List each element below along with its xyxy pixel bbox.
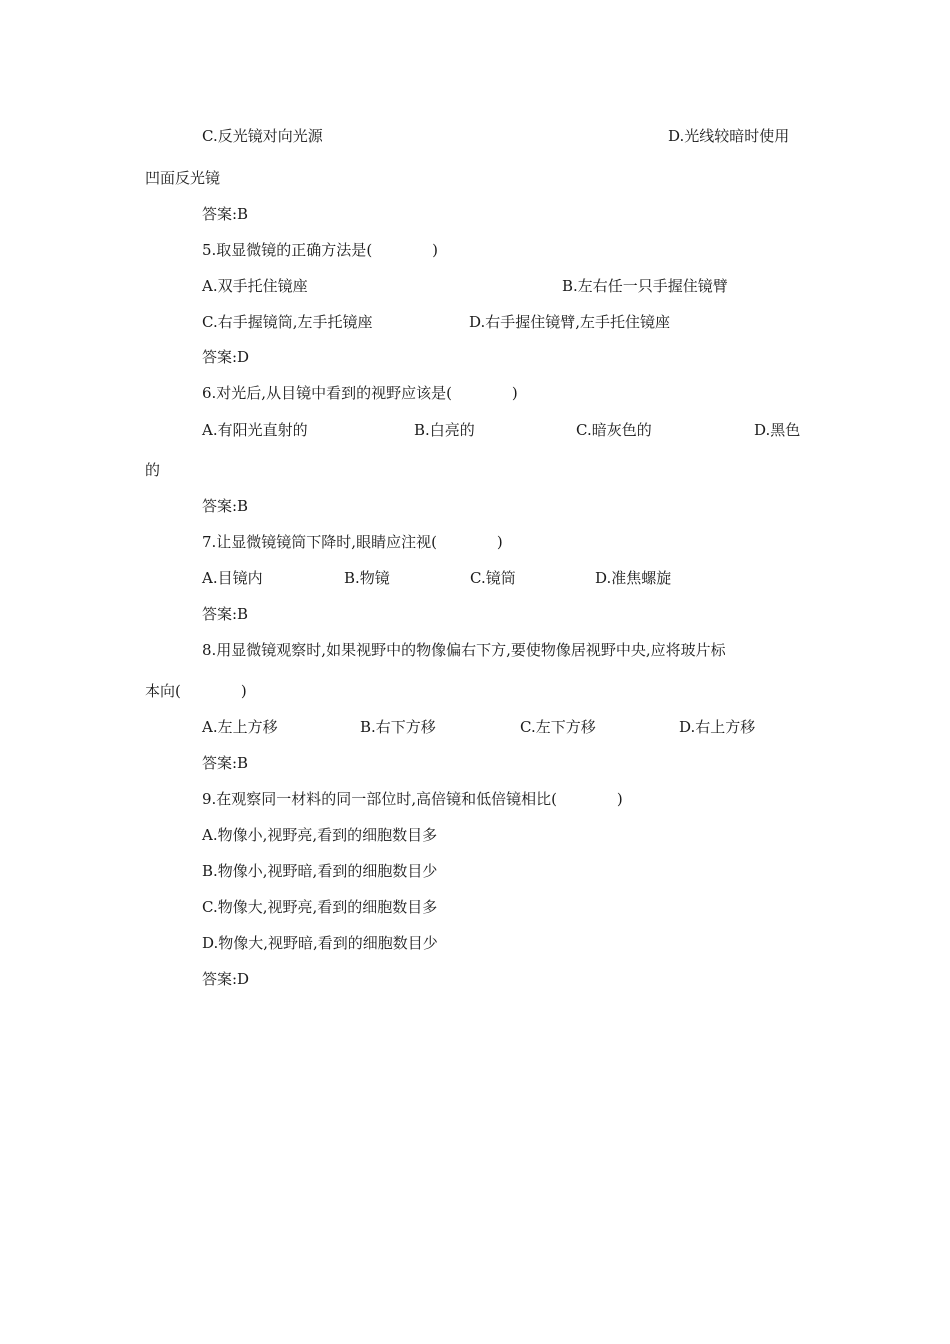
q5-answer: 答案:D bbox=[202, 348, 250, 366]
q7-option-a: A.目镜内 bbox=[202, 569, 263, 587]
q7-option-b: B.物镜 bbox=[344, 569, 390, 587]
q8-stem-continuation: 本向( ) bbox=[145, 682, 247, 700]
q9-option-b: B.物像小,视野暗,看到的细胞数目少 bbox=[202, 862, 438, 880]
q6-option-d-continuation: 的 bbox=[145, 461, 161, 479]
q9-option-d: D.物像大,视野暗,看到的细胞数目少 bbox=[202, 934, 438, 952]
q4-option-d: D.光线较暗时使用 bbox=[668, 127, 790, 145]
q4-answer: 答案:B bbox=[202, 205, 249, 223]
q5-option-b: B.左右任一只手握住镜臂 bbox=[562, 277, 728, 295]
q7-option-c: C.镜筒 bbox=[470, 569, 516, 587]
q5-option-a: A.双手托住镜座 bbox=[202, 277, 308, 295]
q8-option-d: D.右上方移 bbox=[679, 718, 756, 736]
q6-answer: 答案:B bbox=[202, 497, 249, 515]
q5-option-d: D.右手握住镜臂,左手托住镜座 bbox=[469, 313, 671, 331]
q9-answer: 答案:D bbox=[202, 970, 250, 988]
q8-option-a: A.左上方移 bbox=[202, 718, 278, 736]
q4-option-d-continuation: 凹面反光镜 bbox=[145, 169, 221, 187]
q8-stem: 8.用显微镜观察时,如果视野中的物像偏右下方,要使物像居视野中央,应将玻片标 bbox=[202, 641, 726, 659]
q9-option-c: C.物像大,视野亮,看到的细胞数目多 bbox=[202, 898, 438, 916]
q9-stem: 9.在观察同一材料的同一部位时,高倍镜和低倍镜相比( ) bbox=[202, 790, 623, 808]
q6-option-a: A.有阳光直射的 bbox=[202, 421, 308, 439]
q7-stem: 7.让显微镜镜筒下降时,眼睛应注视( ) bbox=[202, 533, 503, 551]
q6-option-b: B.白亮的 bbox=[414, 421, 475, 439]
q6-option-d: D.黑色 bbox=[754, 421, 801, 439]
q8-option-c: C.左下方移 bbox=[520, 718, 596, 736]
q5-option-c: C.右手握镜筒,左手托镜座 bbox=[202, 313, 373, 331]
q6-option-c: C.暗灰色的 bbox=[576, 421, 652, 439]
q4-option-c: C.反光镜对向光源 bbox=[202, 127, 323, 145]
q7-option-d: D.准焦螺旋 bbox=[595, 569, 672, 587]
q8-answer: 答案:B bbox=[202, 754, 249, 772]
q6-stem: 6.对光后,从目镜中看到的视野应该是( ) bbox=[202, 384, 518, 402]
q8-option-b: B.右下方移 bbox=[360, 718, 436, 736]
q7-answer: 答案:B bbox=[202, 605, 249, 623]
q5-stem: 5.取显微镜的正确方法是( ) bbox=[202, 241, 439, 259]
q9-option-a: A.物像小,视野亮,看到的细胞数目多 bbox=[202, 826, 438, 844]
